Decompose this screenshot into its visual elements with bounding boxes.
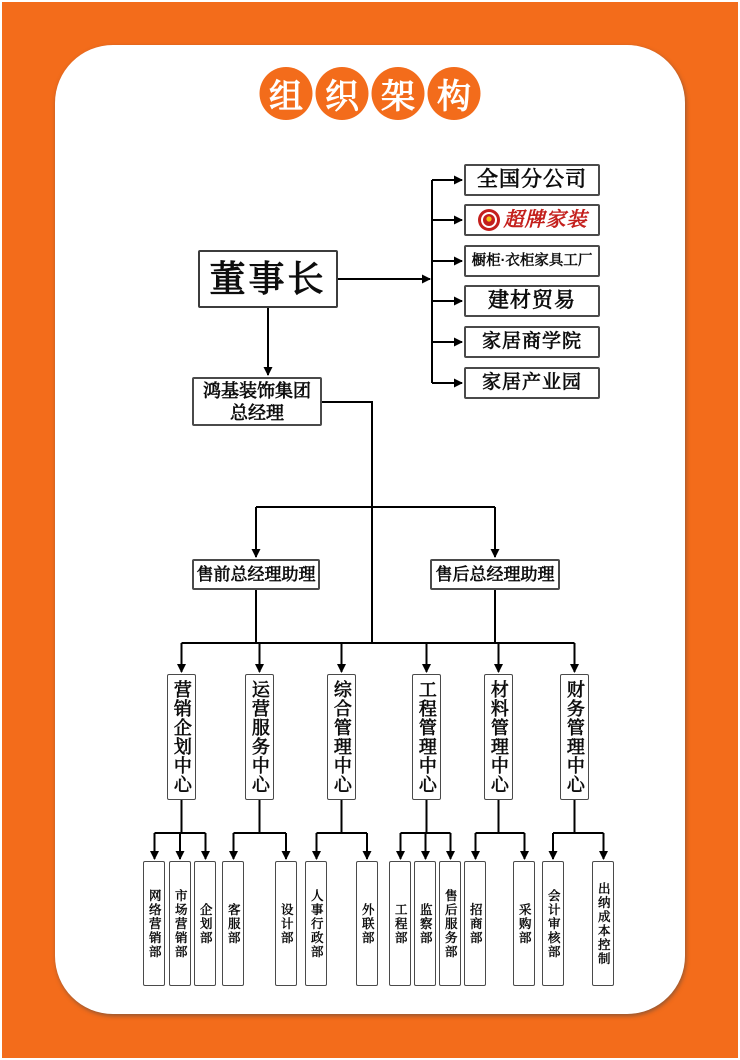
title-char-circle: 架 xyxy=(372,67,425,120)
center-box-finance-management: 财务管理中心 xyxy=(560,674,589,800)
brand-label: 超牌家装 xyxy=(503,208,588,231)
dept-box-procurement: 采购部 xyxy=(513,861,535,986)
affiliate-box-home-business-school: 家居商学院 xyxy=(464,326,600,358)
dept-box-engineering: 工程部 xyxy=(389,861,411,986)
affiliate-box-home-industrial-park: 家居产业园 xyxy=(464,367,600,399)
assistant-box-presales: 售前总经理助理 xyxy=(192,559,320,590)
affiliate-box-chaopai-brand xyxy=(464,204,600,236)
dept-box-supervision: 监察部 xyxy=(414,861,436,986)
affiliate-box-building-materials: 建材贸易 xyxy=(464,285,600,317)
dept-box-design: 设计部 xyxy=(275,861,297,986)
title-char-circle: 组 xyxy=(260,67,313,120)
dept-box-cashier-cost-control: 出纳成本控制 xyxy=(592,861,614,986)
affiliate-box-national-branches: 全国分公司 xyxy=(464,164,600,196)
dept-box-external-liaison: 外联部 xyxy=(356,861,378,986)
dept-box-planning: 企划部 xyxy=(194,861,216,986)
page-title xyxy=(260,67,481,120)
center-box-operations-service: 运营服务中心 xyxy=(245,674,274,800)
dept-box-investment: 招商部 xyxy=(464,861,486,986)
gm-label-line2: 总经理 xyxy=(230,402,284,423)
dept-box-accounting-audit: 会计审核部 xyxy=(542,861,564,986)
general-manager-box xyxy=(192,377,322,426)
dept-box-hr-admin: 人事行政部 xyxy=(305,861,327,986)
affiliate-box-cabinet-factory: 橱柜·衣柜家具工厂 xyxy=(464,245,600,277)
brand-seal-icon xyxy=(477,208,501,232)
dept-box-network-marketing: 网络营销部 xyxy=(143,861,165,986)
dept-box-after-sales-service: 售后服务部 xyxy=(439,861,461,986)
title-char-circle: 构 xyxy=(428,67,481,120)
center-box-materials-management: 材料管理中心 xyxy=(484,674,513,800)
chairman-box: 董事长 xyxy=(198,250,338,308)
dept-box-customer-service: 客服部 xyxy=(222,861,244,986)
center-box-general-management: 综合管理中心 xyxy=(327,674,356,800)
center-box-engineering-management: 工程管理中心 xyxy=(412,674,441,800)
center-box-marketing-planning: 营销企划中心 xyxy=(167,674,196,800)
assistant-box-aftersales: 售后总经理助理 xyxy=(430,559,560,590)
title-char-circle: 织 xyxy=(316,67,369,120)
dept-box-market-marketing: 市场营销部 xyxy=(169,861,191,986)
gm-label-line1: 鸿基装饰集团 xyxy=(203,380,311,401)
